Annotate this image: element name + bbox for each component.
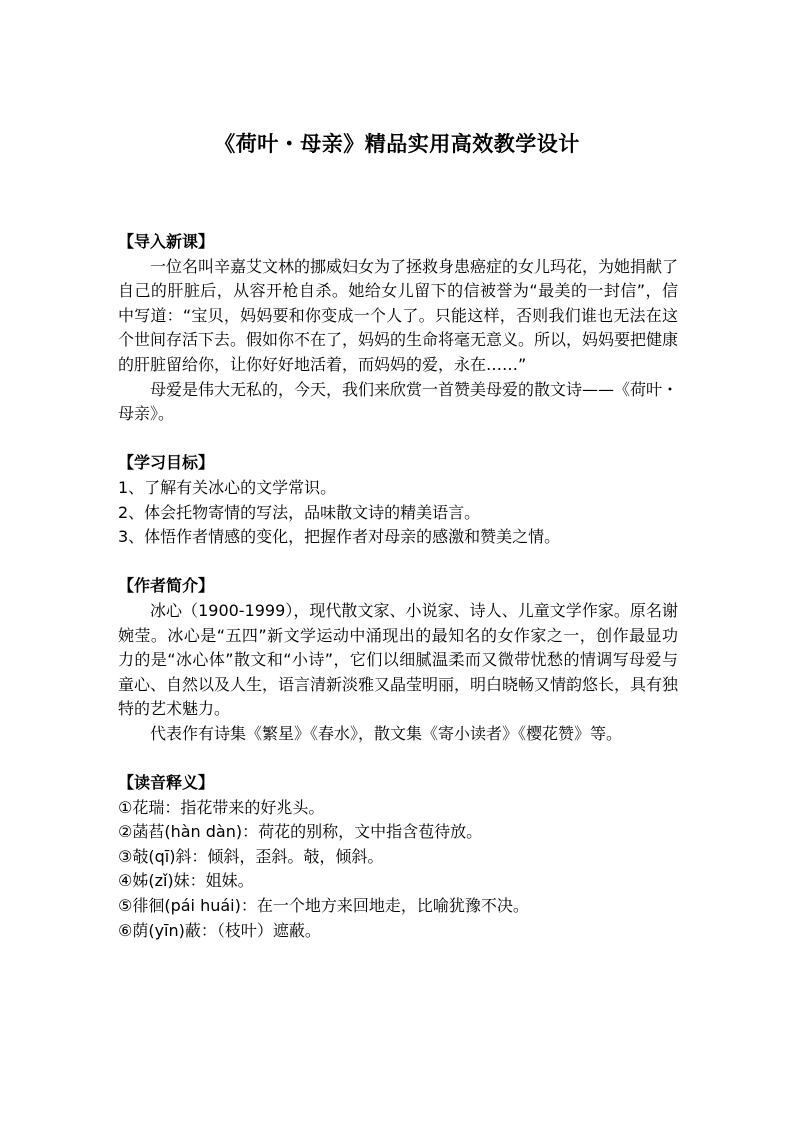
- vocab-item-5: ⑤徘徊(pái huái)：在一个地方来回地走，比喻犹豫不决。: [118, 896, 529, 916]
- goals-heading: 【学习目标】: [118, 453, 215, 473]
- goal-item-2: 2、体会托物寄情的写法，品味散文诗的精美语言。: [118, 502, 481, 522]
- intro-heading: 【导入新课】: [118, 232, 215, 251]
- intro-paragraph-1: 一位名叫辛嘉艾文林的挪威妇女为了拯救身患癌症的女儿玛花，为她捐献了自己的肝脏后，从容开枪自杀。她给女儿留下的信被誉为“最美的一封信”，信中写道：“宝贝，妈妈要和你变成一个人了。只能这样，否则我们谁也无法在这个世间存活下去。假如你不在了，妈妈的生命将毫无意义。所以，妈妈要把健康的肝脏留给你，让你好好地活着，而妈妈的爱，永在……”: [118, 256, 679, 374]
- goal-item-1: 1、了解有关冰心的文学常识。: [118, 477, 337, 497]
- section-spacer: [118, 550, 678, 575]
- vocab-item-1: ①花瑞：指花带来的好兆头。: [118, 797, 325, 817]
- goals-section: [118, 451, 678, 549]
- vocab-item-4: ④姊(zǐ)妹：姐妹。: [118, 871, 254, 891]
- intro-paragraph-2: 母爱是伟大无私的，今天，我们来欣赏一首赞美母爱的散文诗——《荷叶・母亲》。: [118, 379, 679, 424]
- vocab-item-2: ②菡萏(hàn dàn)：荷花的别称，文中指含苞待放。: [118, 822, 483, 842]
- goals-list: [118, 476, 678, 550]
- author-section: [118, 574, 678, 746]
- document-body: [118, 230, 678, 943]
- section-spacer: [118, 427, 678, 452]
- vocab-item-6: ⑥荫(yīn)蔽：（枝叶）遮蔽。: [118, 920, 321, 940]
- intro-section: [118, 230, 678, 427]
- goal-item-3: 3、体悟作者情感的变化，把握作者对母亲的感激和赞美之情。: [118, 527, 561, 547]
- author-paragraph-1: 冰心（1900-1999），现代散文家、小说家、诗人、儿童文学作家。原名谢婉莹。冰心是“五四”新文学运动中涌现出的最知名的女作家之一，创作最显功力的是“冰心体”散文和“小诗”，它们以细腻温柔而又微带忧愁的情调写母爱与童心、自然以及人生，语言清新淡雅又晶莹明丽，明白晓畅又情韵悠长，具有独特的艺术魅力。: [118, 600, 679, 719]
- vocab-heading: 【读音释义】: [118, 773, 215, 793]
- author-heading: 【作者简介】: [118, 576, 215, 596]
- document-title: 《荷叶・母亲》精品实用高效教学设计: [214, 131, 580, 156]
- vocab-item-3: ③攲(qī)斜：倾斜，歪斜。攲，倾斜。: [118, 846, 384, 866]
- vocab-section: [118, 771, 678, 943]
- vocab-list: [118, 796, 678, 944]
- author-paragraph-2: 代表作有诗集《繁星》《春水》，散文集《寄小读者》《樱花赞》等。: [150, 723, 623, 743]
- section-spacer: [118, 746, 678, 771]
